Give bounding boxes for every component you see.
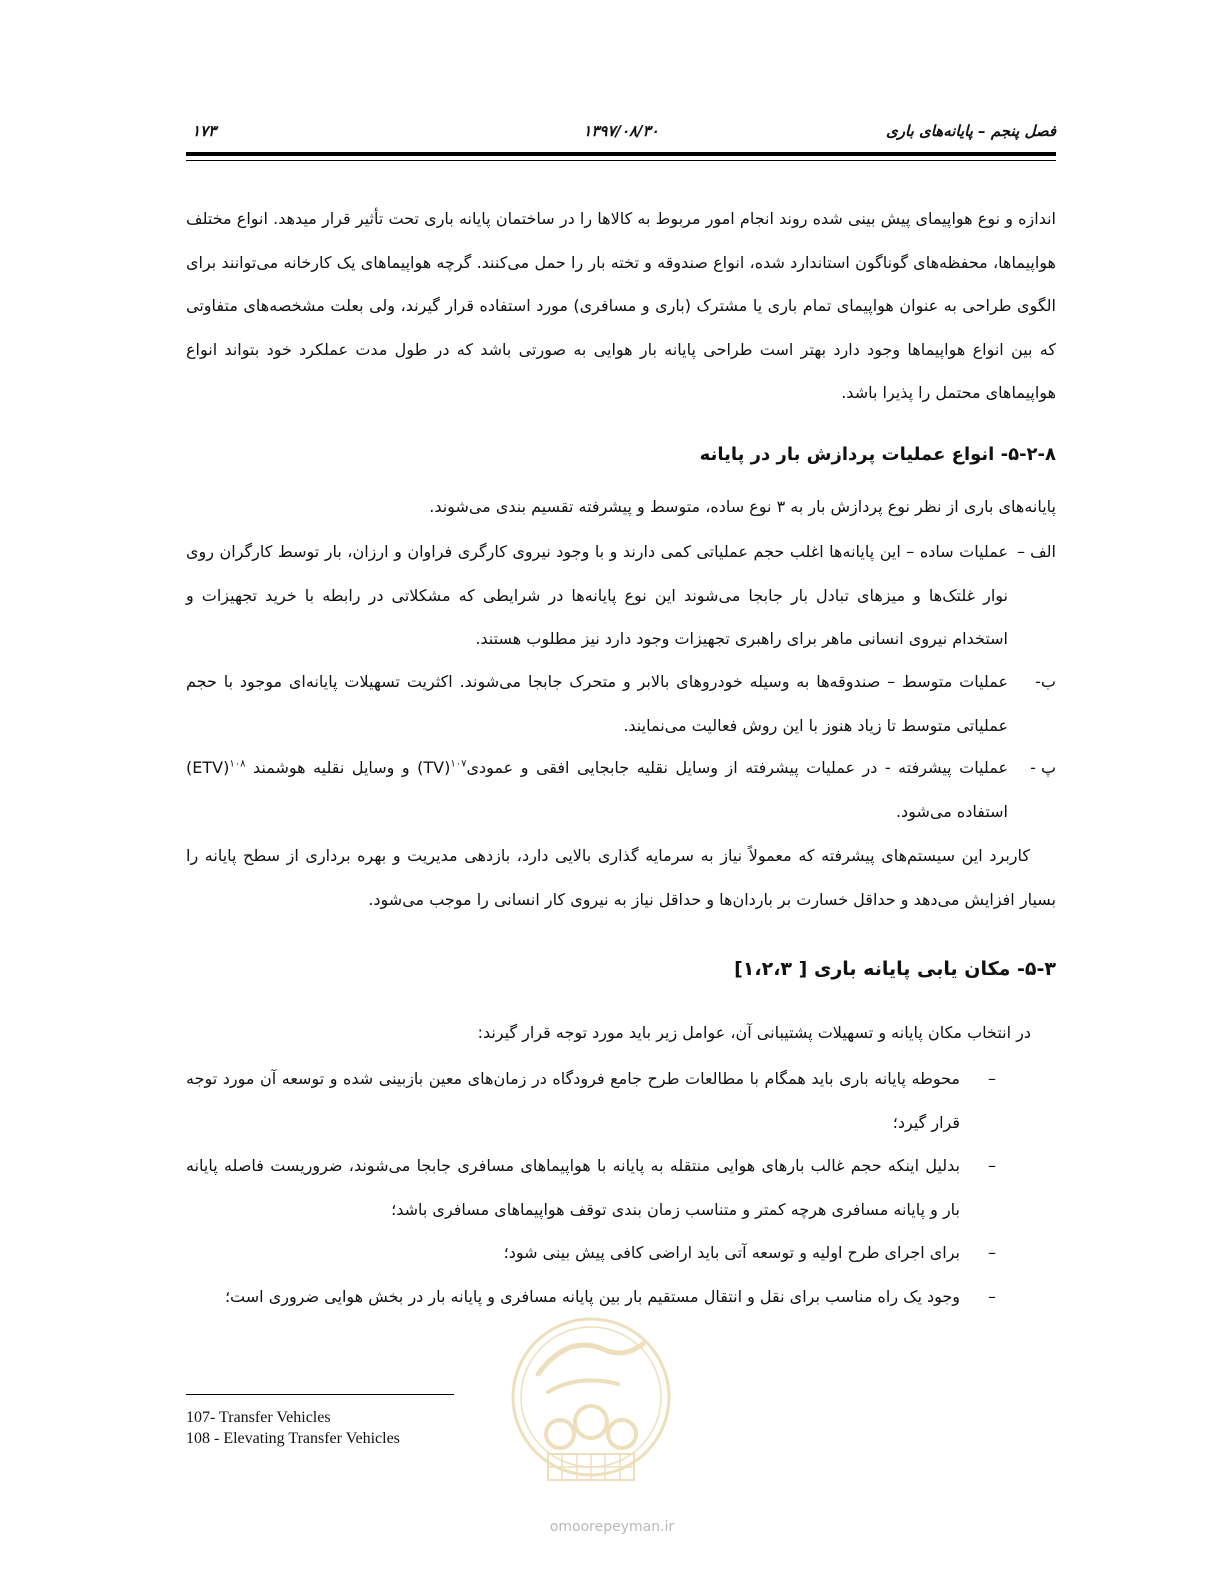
header-rule xyxy=(186,152,1056,156)
bullet-dash: – xyxy=(988,1156,996,1175)
bullet-item xyxy=(186,1057,1056,1144)
footnote-ref-108: ۱۰۸ xyxy=(229,758,246,770)
intro-paragraph: اندازه و نوع هواپیمای پیش بینی شده روند انجام امور مربوط به کالاها را در ساختمان پایانه باری تحت تأثیر قرار میدهد. انواع مختلف هواپیماها، محفظه‌های گوناگون استاندارد شده، انواع صندوقه و تخته بار را حمل می‌کنند. گرچه هواپیماهای یک کارخانه می‌توانند برای الگوی طراحی به عنوان هواپیمای تمام باری یا مشترک (باری و مسافری) مورد استفاده قرار گیرند، ولی بعلت مشخصه‌های متفاوتی که بین انواع هواپیماها وجود دارد بهتر است طراحی پایانه بار هوایی به صورتی باشد که در طول مدت عملکرد خود بتواند انواع هواپیماهای محتمل را پذیرا باشد. xyxy=(186,209,1056,402)
section-heading-5-2-8: ۵-۲-۸- انواع عملیات پردازش بار در پایانه xyxy=(699,444,1056,465)
item-text: عملیات ساده – این پایانه‌ها اغلب حجم عملیاتی کمی دارند و با وجود نیروی کارگری فراوان و ارزان، بار توسط کارگران روی نوار غلتک‌ها و میزهای تبادل بار جابجا می‌شوند این نوع پایانه‌ها در شرایطی که مشکلاتی در رابطه با خرید تجهیزات و استخدام نیروی انسانی ماهر برای راهبری تجهیزات وجود دارد نیز مطلوب هستند. xyxy=(186,542,1008,648)
watermark-logo xyxy=(508,1314,674,1514)
bullet-text: محوطه پایانه باری باید همگام با مطالعات طرح جامع فرودگاه در زمان‌های معین بازبینی شده و توسعه آن مورد توجه قرار گیرد؛ xyxy=(186,1069,960,1132)
bullet-text: وجود یک راه مناسب برای نقل و انتقال مستقیم بار بین پایانه مسافری و پایانه بار در بخش هوایی ضروری است؛ xyxy=(224,1287,960,1306)
list-item-simple xyxy=(186,530,1056,661)
footnote-ref-107: ۱۰۷ xyxy=(450,758,467,770)
bullet-text: بدلیل اینکه حجم غالب بارهای هوایی منتقله به پایانه با هواپیماهای مسافری جابجا می‌شوند، ضروریست فاصله پایانه بار و پایانه مسافری هرچه کمتر و متناسب زمان بندی توقف هواپیماهای مسافری باشد؛ xyxy=(186,1156,960,1219)
header-rule-thin xyxy=(186,160,1056,161)
item-text-a: عملیات پیشرفته - در عملیات پیشرفته از وسایل نقلیه جابجایی افقی و عمودی xyxy=(466,758,1008,777)
section-2-closing: کاربرد این سیستم‌های پیشرفته که معمولاً نیاز به سرمایه گذاری بالایی دارد، بازدهی مدیریت و بهره برداری از سطح پایانه را بسیار افزایش می‌دهد و حداقل خسارت بر باردان‌ها و حداقل نیاز به نیروی کار انسانی را موجب می‌شود. xyxy=(186,846,1056,909)
watermark-url: omoorepeyman.ir xyxy=(549,1519,675,1535)
item-text xyxy=(186,746,1056,833)
footnote-108: 108 - Elevating Transfer Vehicles xyxy=(186,1430,400,1447)
bullet-dash: – xyxy=(988,1069,996,1088)
running-header xyxy=(186,118,1056,146)
bullet-item xyxy=(186,1275,1056,1319)
item-marker: الف – xyxy=(1017,542,1056,561)
bullet-item xyxy=(186,1144,1056,1231)
section-2-intro: پایانه‌های باری از نظر نوع پردازش بار به ۳ نوع ساده، متوسط و پیشرفته تقسیم بندی می‌شوند. xyxy=(429,497,1056,516)
bullet-dash: – xyxy=(988,1287,996,1306)
chapter-title: فصل پنجم – پایانه‌های باری xyxy=(886,122,1056,140)
header-date: ۱۳۹۷/۰۸/۳۰ xyxy=(583,122,659,140)
bullet-dash: – xyxy=(988,1243,996,1262)
item-marker: پ - xyxy=(1030,758,1056,777)
list-item-advanced xyxy=(186,746,1056,833)
list-item-medium xyxy=(186,660,1056,747)
section-heading-5-3: ۵-۳- مکان یابی پایانه باری [ ۱،۲،۳] xyxy=(734,958,1056,980)
item-text-c: (ETV) استفاده می‌شود. xyxy=(186,758,1008,821)
item-text-b: (TV) و وسایل نقلیه هوشمند xyxy=(252,758,451,777)
bullet-item xyxy=(186,1231,1056,1275)
bullet-text: برای اجرای طرح اولیه و توسعه آتی باید اراضی کافی پیش بینی شود؛ xyxy=(503,1243,960,1262)
footnote-107: 107- Transfer Vehicles xyxy=(186,1409,331,1426)
page-number: ۱۷۳ xyxy=(192,122,217,140)
item-marker: ب- xyxy=(1035,672,1056,691)
footnote-rule xyxy=(186,1394,454,1395)
footnotes xyxy=(186,1407,400,1449)
section-3-intro: در انتخاب مکان پایانه و تسهیلات پشتیبانی آن، عوامل زیر باید مورد توجه قرار گیرند: xyxy=(477,1023,1031,1042)
item-text: عملیات متوسط – صندوقه‌ها به وسیله خودروهای بالابر و متحرک جابجا می‌شوند. اکثریت تسهیلات پایانه‌ای موجود با حجم عملیاتی متوسط تا زیاد هنوز با این روش فعالیت می‌نمایند. xyxy=(186,672,1008,735)
